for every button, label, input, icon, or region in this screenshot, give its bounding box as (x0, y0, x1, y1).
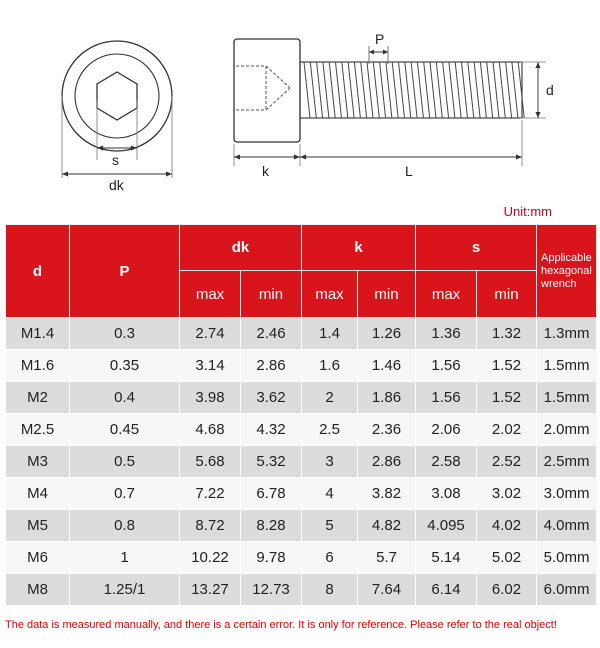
table-cell: 2.06 (416, 414, 477, 446)
table-cell: 0.4 (70, 382, 180, 414)
header-s-max: max (416, 271, 477, 318)
table-cell: 4.32 (241, 414, 302, 446)
table-cell: 2.36 (358, 414, 416, 446)
table-cell: 4.82 (358, 510, 416, 542)
table-cell: 6.78 (241, 478, 302, 510)
label-dk: dk (109, 177, 124, 193)
table-cell: 1.32 (477, 318, 537, 350)
table-cell: 2.46 (241, 318, 302, 350)
table-cell: 1.36 (416, 318, 477, 350)
header-k-min: min (358, 271, 416, 318)
table-cell: 2.5 (302, 414, 358, 446)
table-cell: 4.0mm (537, 510, 597, 542)
table-cell: 1.25/1 (70, 574, 180, 606)
table-cell: M4 (6, 478, 70, 510)
head-top-view (62, 41, 172, 193)
table-cell: 1.56 (416, 350, 477, 382)
label-p: P (375, 31, 385, 47)
hex-socket-icon (97, 72, 137, 120)
table-cell: M1.4 (6, 318, 70, 350)
table-cell: 1.52 (477, 350, 537, 382)
table-row (6, 382, 597, 414)
table-cell: 1.3mm (537, 318, 597, 350)
table-cell: 3 (302, 446, 358, 478)
table-cell: 2.0mm (537, 414, 597, 446)
table-cell: 6.02 (477, 574, 537, 606)
table-row (6, 318, 597, 350)
header-s: s (416, 225, 537, 271)
unit-label: Unit:mm (503, 204, 552, 219)
spec-table-body (6, 318, 597, 606)
table-cell: 5.68 (180, 446, 241, 478)
table-cell: 13.27 (180, 574, 241, 606)
table-cell: 0.35 (70, 350, 180, 382)
table-cell: 5.0mm (537, 542, 597, 574)
table-cell: 0.7 (70, 478, 180, 510)
table-cell: 2.58 (416, 446, 477, 478)
label-l: L (405, 163, 413, 179)
table-cell: 3.0mm (537, 478, 597, 510)
header-k: k (302, 225, 416, 271)
table-cell: 4.02 (477, 510, 537, 542)
table-cell: 10.22 (180, 542, 241, 574)
table-cell: 1.5mm (537, 350, 597, 382)
screw-dimension-drawing (0, 0, 600, 200)
table-row (6, 478, 597, 510)
table-cell: 6.0mm (537, 574, 597, 606)
label-s: s (112, 152, 119, 168)
table-cell: 3.02 (477, 478, 537, 510)
table-cell: 2 (302, 382, 358, 414)
table-cell: 2.86 (358, 446, 416, 478)
table-cell: M1.6 (6, 350, 70, 382)
table-cell: M2 (6, 382, 70, 414)
table-cell: 2.5mm (537, 446, 597, 478)
table-cell: 12.73 (241, 574, 302, 606)
table-cell: 5.32 (241, 446, 302, 478)
table-row (6, 542, 597, 574)
table-cell: M2.5 (6, 414, 70, 446)
table-cell: 5.14 (416, 542, 477, 574)
header-dk-min: min (241, 271, 302, 318)
table-cell: 3.82 (358, 478, 416, 510)
table-cell: 5 (302, 510, 358, 542)
table-cell: 4.095 (416, 510, 477, 542)
header-dk: dk (180, 225, 302, 271)
table-cell: 1.52 (477, 382, 537, 414)
header-d: d (6, 225, 70, 318)
table-cell: 1.5mm (537, 382, 597, 414)
table-cell: 4 (302, 478, 358, 510)
table-cell: 3.62 (241, 382, 302, 414)
table-cell: 7.64 (358, 574, 416, 606)
table-cell: 3.14 (180, 350, 241, 382)
table-cell: 6.14 (416, 574, 477, 606)
table-row (6, 574, 597, 606)
table-cell: 9.78 (241, 542, 302, 574)
table-cell: 0.3 (70, 318, 180, 350)
table-cell: M8 (6, 574, 70, 606)
table-cell: 4.68 (180, 414, 241, 446)
header-wrench: Applicable hexagonal wrench (537, 225, 597, 318)
table-cell: 1.46 (358, 350, 416, 382)
screw-side-view (234, 31, 554, 179)
table-cell: 3.08 (416, 478, 477, 510)
header-p: P (70, 225, 180, 318)
disclaimer-note: The data is measured manually, and there is a certain error. It is only for reference. Please refer to the real object! (5, 619, 557, 631)
table-cell: 8.72 (180, 510, 241, 542)
label-d: d (546, 82, 554, 98)
table-cell: M3 (6, 446, 70, 478)
table-row (6, 350, 597, 382)
table-cell: 0.8 (70, 510, 180, 542)
table-cell: 1.26 (358, 318, 416, 350)
table-cell: 1.6 (302, 350, 358, 382)
table-cell: 1.4 (302, 318, 358, 350)
table-cell: 5.02 (477, 542, 537, 574)
table-cell: 8.28 (241, 510, 302, 542)
table-row (6, 414, 597, 446)
label-k: k (262, 163, 269, 179)
table-cell: 1.56 (416, 382, 477, 414)
header-dk-max: max (180, 271, 241, 318)
header-k-max: max (302, 271, 358, 318)
table-cell: 2.74 (180, 318, 241, 350)
table-cell: M5 (6, 510, 70, 542)
header-s-min: min (477, 271, 537, 318)
spec-table (5, 224, 597, 606)
table-cell: 0.5 (70, 446, 180, 478)
table-cell: 2.86 (241, 350, 302, 382)
table-cell: 1.86 (358, 382, 416, 414)
table-cell: 7.22 (180, 478, 241, 510)
table-cell: 1 (70, 542, 180, 574)
table-cell: 2.52 (477, 446, 537, 478)
table-row (6, 446, 597, 478)
table-cell: 2.02 (477, 414, 537, 446)
table-cell: M6 (6, 542, 70, 574)
table-cell: 0.45 (70, 414, 180, 446)
table-cell: 5.7 (358, 542, 416, 574)
table-cell: 8 (302, 574, 358, 606)
table-cell: 6 (302, 542, 358, 574)
table-row (6, 510, 597, 542)
table-cell: 3.98 (180, 382, 241, 414)
